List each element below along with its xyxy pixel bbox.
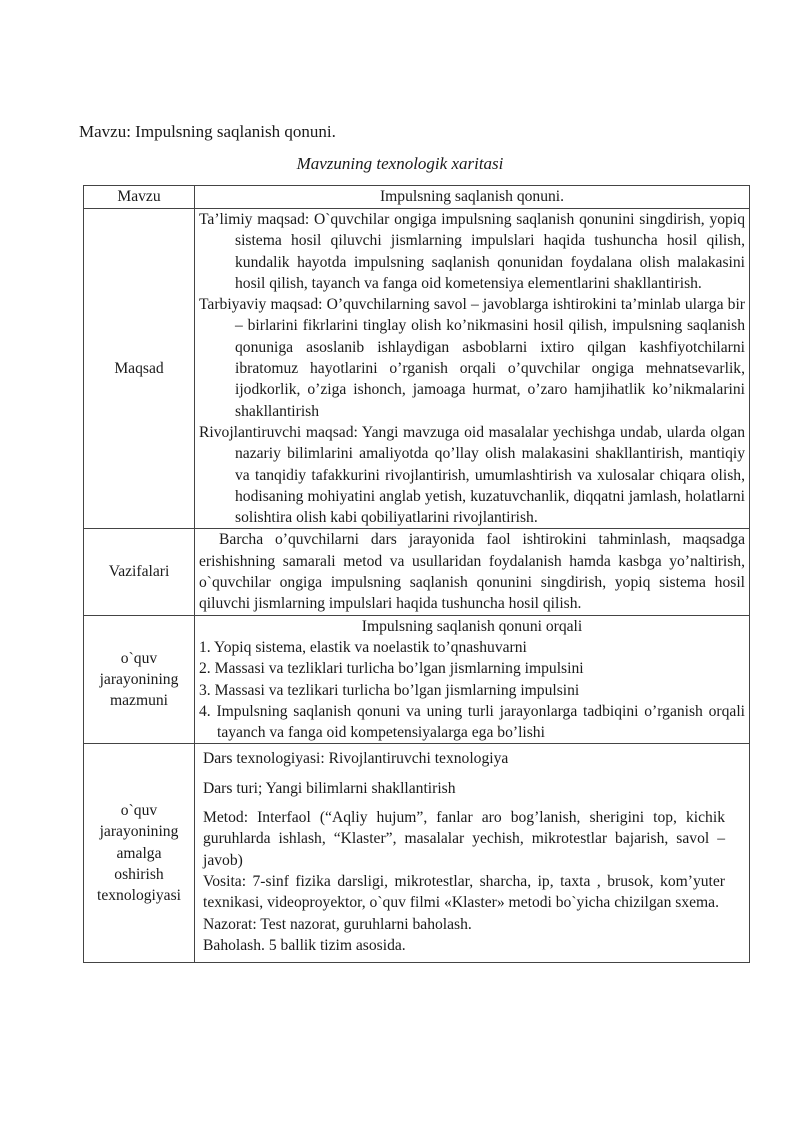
header-label-cell: Mavzu [84, 186, 195, 209]
vazifalari-content-cell [195, 529, 750, 615]
list-item: 1. Yopiq sistema, elastik va noelastik to’qnashuvarni [199, 638, 527, 656]
table-row-mazmuni [84, 615, 750, 744]
texnologiyasi-label-cell: o`quv jarayonining amalga oshirish texnologiyasi [84, 744, 195, 963]
table-row-texnologiyasi [84, 744, 750, 963]
table-row-maqsad [84, 209, 750, 529]
talimiy-maqsad-paragraph: Ta’limiy maqsad: O`quvchilar ongiga impulsning saqlanish qonunini singdirish, yopiq sistema hosil qiluvchi jismlarning impulslari haqida tushuncha hosil qilish, kundalik hayotda impulsning saqlanish qonunidan foydalana olish malakasini hosil qilish, tayanch va fanga oid kometensiya elementlarini shakllantirish. [199, 211, 745, 292]
list-item: 3. Massasi va tezlikari turlicha bo’lgan jismlarning impulsini [199, 681, 580, 699]
topic-line: Mavzu: Impulsning saqlanish qonuni. [79, 122, 336, 141]
rivojlantiruvchi-maqsad-paragraph: Rivojlantiruvchi maqsad: Yangi mavzuga oid masalalar yechishga undab, ularda olgan nazariy bilimlarini amaliyotda qo’llay olish malakasini shakllantirish, mantiqiy va tanqidiy tafakkurini rivojlantirish, umumlashtirish va xulosalar chiqara olish, hodisaning mohiyatini anglab yetish, kuzatuvchanlik, diqqatni jamlash, holatlarni solishtira olish kabi qobiliyatlarini rivojlantirish. [199, 423, 745, 527]
texnologiyasi-content-cell [195, 744, 750, 963]
maqsad-content-cell [195, 209, 750, 529]
dars-turi-line: Dars turi; Yangi bilimlarni shakllantirish [203, 779, 456, 797]
nazorat-line: Nazorat: Test nazorat, guruhlarni baholash. [203, 915, 472, 933]
table-row-header [84, 186, 750, 209]
vazifalari-label-cell: Vazifalari [84, 529, 195, 615]
tarbiyaviy-maqsad-paragraph: Tarbiyaviy maqsad: O’quvchilarning savol – javoblarga ishtirokini ta’minlab ularga bir – birlarini fikrlarini tinglay olish ko’nikmasini hosil qilish, impulsning saqlanish qonuniga asoslanib ishlaydigan asboblarni ixtiro qilgan kashfiyotchilarni ibratomuz hayotlarini o’rganish orqali o’quvchilar ongiga mehnatsevarlik, ijodkorlik, o’ziga ishonch, jamoaga hurmat, o’zaro hamjihatlik ko’nikmalarini shakllantirish [199, 296, 745, 420]
maqsad-label-cell: Maqsad [84, 209, 195, 529]
list-item: 4. Impulsning saqlanish qonuni va uning turli jarayonlarga tadbiqini o’rganish orqali tayanch va fanga oid kompetensiyalarga ega bo’lishi [199, 702, 745, 742]
list-item: 2. Massasi va tezliklari turlicha bo’lgan jismlarning impulsini [199, 660, 584, 678]
vosita-line: Vosita: 7-sinf fizika darsligi, mikrotestlar, sharcha, ip, taxta , brusok, kom’yuter texnikasi, videoproyektor, o`quv filmi «Klaster» metodi bo`yicha chizilgan sxema. [203, 872, 725, 912]
vazifalari-paragraph: Barcha o’quvchilarni dars jarayonida faol ishtirokini tahminlash, maqsadga erishishning samarali metod va usullaridan foydalanish hamda kasbga yo’naltirish, o`quvchilar ongiga impulsning saqlanish qonunini singdirish, yopiq sistema hosil qiluvchi jismlarning impulslari haqida tushuncha hosil qilish. [199, 531, 745, 613]
mazmuni-heading: Impulsning saqlanish qonuni orqali [361, 617, 583, 635]
document-subtitle: Mavzuning texnologik xaritasi [296, 154, 504, 173]
dars-texnologiyasi-line: Dars texnologiyasi: Rivojlantiruvchi texnologiya [203, 750, 509, 768]
mazmuni-content-cell [195, 615, 750, 744]
metod-line: Metod: Interfaol (“Aqliy hujum”, fanlar aro bog’lanish, sherigini top, kichik guruhlarda ishlash, “Klaster”, masalalar yechish, mikrotestlar bajarish, savol – javob) [203, 809, 725, 869]
technology-map-table [83, 185, 750, 963]
mazmuni-label-cell: o`quv jarayonining mazmuni [84, 615, 195, 744]
baholash-line: Baholash. 5 ballik tizim asosida. [203, 936, 406, 954]
header-value-cell: Impulsning saqlanish qonuni. [195, 186, 750, 209]
table-row-vazifalari [84, 529, 750, 615]
